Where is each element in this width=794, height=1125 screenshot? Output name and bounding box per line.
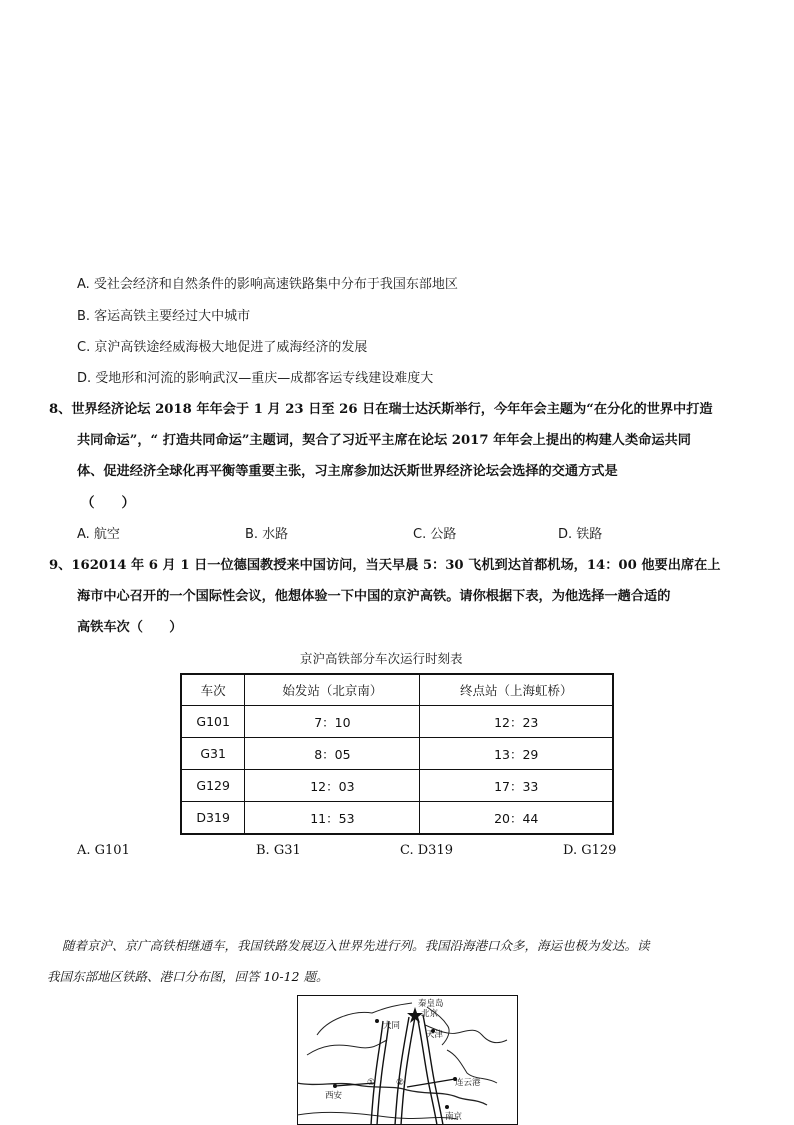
q7-option-c: C. 京沪高铁途经威海极大地促进了威海经济的发展 <box>77 340 368 355</box>
timetable <box>180 673 614 835</box>
q9-stem-line3: 高铁车次（ ） <box>77 620 183 635</box>
header-cell: 始发站（北京南） <box>245 674 420 706</box>
q8-option-c: C. 公路 <box>413 527 457 542</box>
table-header-row <box>181 674 613 706</box>
passage-line1: 随着京沪、京广高铁相继通车，我国铁路发展迈入世界先进行列。我国沿海港口众多，海运也极为发达。读 <box>62 938 650 953</box>
map-marker-1: ① <box>367 1078 376 1088</box>
q8-stem-line1: 8、世界经济论坛 2018 年年会于 1 月 23 日至 26 日在瑞士达沃斯举行，今年年会主题为“在分化的世界中打造 <box>49 402 713 417</box>
q9-stem-line1: 9、162014 年 6 月 1 日一位德国教授来中国访问，当天早晨 5：30 飞机到达首都机场，14：00 他要出席在上 <box>49 558 721 573</box>
depart-time: 12：03 <box>245 770 420 802</box>
q7-option-a: A. 受社会经济和自然条件的影响高速铁路集中分布于我国东部地区 <box>77 277 458 292</box>
passage-line2: 我国东部地区铁路、港口分布图，回答 10-12 题。 <box>47 969 329 984</box>
depart-time: 7：10 <box>245 706 420 738</box>
q7-option-d: D. 受地形和河流的影响武汉—重庆—成都客运专线建设难度大 <box>77 371 434 386</box>
arrive-time: 17：33 <box>420 770 613 802</box>
timetable-title: 京沪高铁部分车次运行时刻表 <box>300 651 463 666</box>
table-row <box>181 706 613 738</box>
q8-stem-line2: 共同命运”，“ 打造共同命运”主题词，契合了习近平主席在论坛 2017 年年会上提出的构建人类命运共同 <box>77 433 691 448</box>
q8-answer-paren: （ ） <box>81 495 135 511</box>
q9-stem-line2: 海市中心召开的一个国际性会议，他想体验一下中国的京沪高铁。请你根据下表，为他选择一趟合适的 <box>77 589 671 604</box>
q9-option-a: A. G101 <box>77 843 130 858</box>
q7-option-b: B. 客运高铁主要经过大中城市 <box>77 309 251 324</box>
railway-port-map <box>297 995 518 1125</box>
map-label-nanjing: 南京 <box>445 1112 463 1122</box>
map-label-xian: 西安 <box>325 1091 343 1101</box>
arrive-time: 20：44 <box>420 802 613 835</box>
map-label-qinhuangdao: 秦皇岛 <box>418 999 444 1009</box>
table-row <box>181 738 613 770</box>
train-number: D319 <box>181 802 245 835</box>
map-label-lianyungang: 连云港 <box>455 1078 481 1088</box>
header-cell: 终点站（上海虹桥） <box>420 674 613 706</box>
map-label-tianjin: 天津 <box>426 1030 444 1040</box>
table-row <box>181 770 613 802</box>
arrive-time: 12：23 <box>420 706 613 738</box>
q8-option-b: B. 水路 <box>245 527 289 542</box>
map-label-datong: 大同 <box>383 1021 401 1031</box>
train-number: G129 <box>181 770 245 802</box>
map-label-beijing: 北京 <box>421 1009 439 1019</box>
q9-option-b: B. G31 <box>256 843 301 858</box>
q9-option-c: C. D319 <box>400 843 453 858</box>
q8-option-d: D. 铁路 <box>558 527 603 542</box>
q8-option-a: A. 航空 <box>77 527 120 542</box>
depart-time: 11：53 <box>245 802 420 835</box>
header-cell: 车次 <box>181 674 245 706</box>
map-marker-2: ② <box>396 1078 405 1088</box>
q8-stem-line3: 体、促进经济全球化再平衡等重要主张，习主席参加达沃斯世界经济论坛会选择的交通方式是 <box>77 464 618 479</box>
arrive-time: 13：29 <box>420 738 613 770</box>
table-row <box>181 802 613 835</box>
depart-time: 8：05 <box>245 738 420 770</box>
train-number: G101 <box>181 706 245 738</box>
train-number: G31 <box>181 738 245 770</box>
q9-option-d: D. G129 <box>563 843 617 858</box>
